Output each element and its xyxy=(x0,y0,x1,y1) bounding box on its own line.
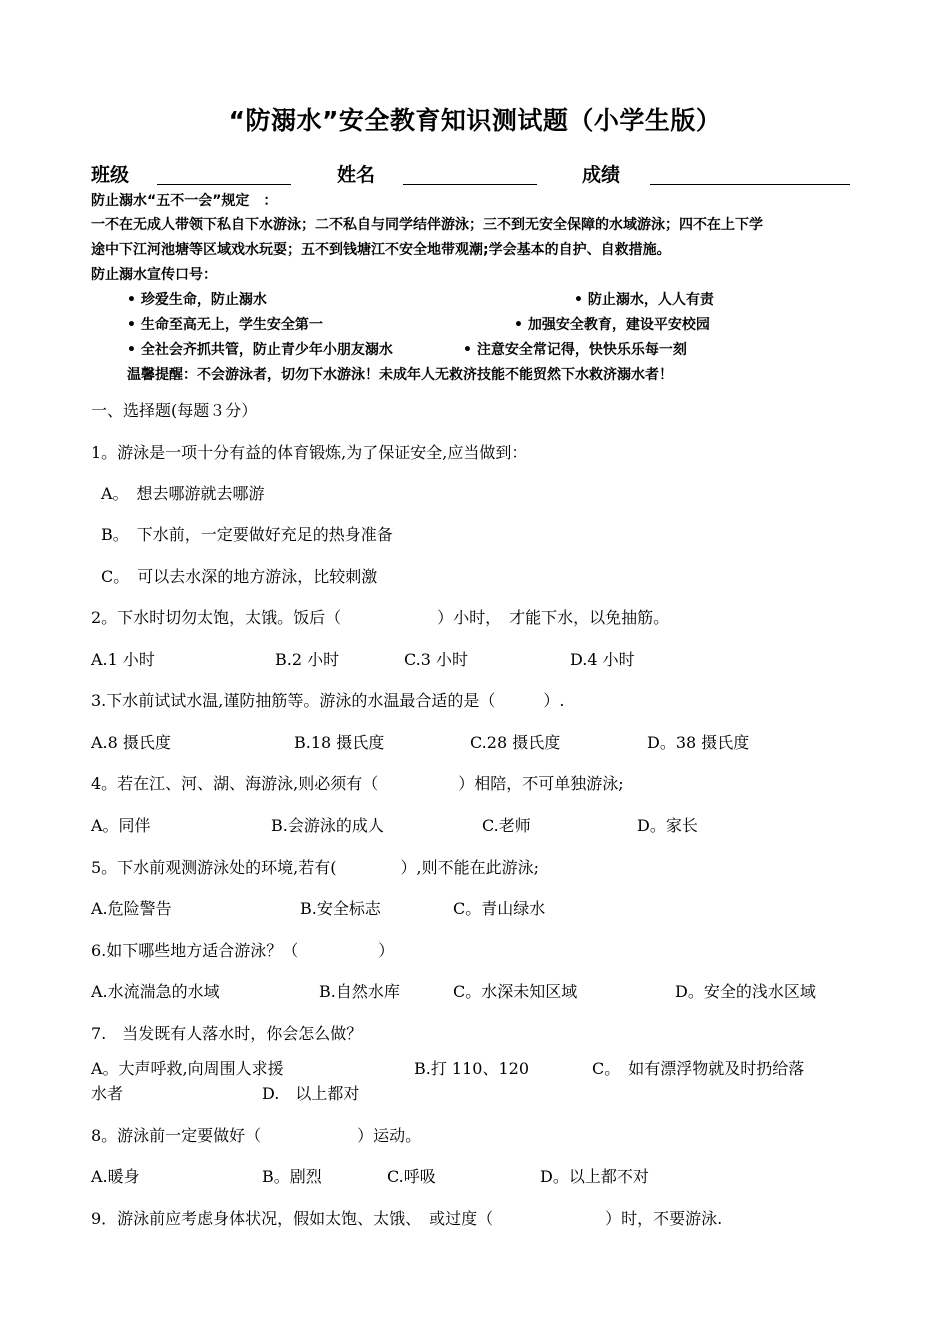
safety-reminder: 温馨提醒：不会游泳者，切勿下水游泳！未成年人无救济技能不能贸然下水救济溺水者！ xyxy=(127,367,673,383)
question-2: 2。下水时切勿太饱，太饿。饭后（ ）小时， 才能下水，以免抽筋。 xyxy=(91,608,670,627)
q4-option-d[interactable]: D。家长 xyxy=(637,816,698,835)
q4-option-a[interactable]: A。同伴 xyxy=(91,816,151,835)
class-label: 班级 xyxy=(91,164,130,186)
q6-option-a[interactable]: A.水流湍急的水域 xyxy=(91,982,220,1001)
slogan-item: • 珍爱生命，防止溺水 xyxy=(127,292,267,308)
name-label: 姓名 xyxy=(337,164,376,186)
q3-option-d[interactable]: D。38 摄氏度 xyxy=(647,733,750,752)
q3-option-b[interactable]: B.18 摄氏度 xyxy=(294,733,385,752)
q5-option-c[interactable]: C。青山绿水 xyxy=(453,899,546,918)
question-9: 9．游泳前应考虑身体状况，假如太饱、太饿、 或过度（ ）时，不要游泳. xyxy=(91,1209,723,1228)
q3-option-a[interactable]: A.8 摄氏度 xyxy=(91,733,171,752)
rules-line-2: 途中下江河池塘等区域戏水玩耍；五不到钱塘江不安全地带观潮;学会基本的自护、自救措施。 xyxy=(91,242,671,258)
slogan-item: • 注意安全常记得，快快乐乐每一刻 xyxy=(463,342,687,358)
q7-option-b[interactable]: B.打 110、120 xyxy=(414,1059,530,1078)
q6-option-c[interactable]: C。水深未知区域 xyxy=(453,982,578,1001)
rules-heading: 防止溺水“五不一会”规定 ： xyxy=(91,193,278,209)
question-6: 6.如下哪些地方适合游泳？（ ） xyxy=(91,941,395,960)
q2-option-b[interactable]: B.2 小时 xyxy=(275,650,340,669)
q6-option-d[interactable]: D。安全的浅水区域 xyxy=(675,982,816,1001)
slogans-heading: 防止溺水宣传口号： xyxy=(91,267,217,283)
score-label: 成绩 xyxy=(582,164,621,186)
page-title: “防溺水”安全教育知识测试题（小学生版） xyxy=(228,106,722,135)
q5-option-b[interactable]: B.安全标志 xyxy=(300,899,381,918)
rules-line-1: 一不在无成人带领下私自下水游泳；二不私自与同学结伴游泳；三不到无安全保障的水域游泳；四不在上下学 xyxy=(91,217,763,233)
slogan-item: • 全社会齐抓共管，防止青少年小朋友溺水 xyxy=(127,342,393,358)
slogan-item: • 防止溺水，人人有责 xyxy=(574,292,714,308)
q8-option-b[interactable]: B。剧烈 xyxy=(262,1167,322,1186)
question-5: 5。下水前观测游泳处的环境,若有( ）,则不能在此游泳; xyxy=(91,858,539,877)
q8-option-a[interactable]: A.暖身 xyxy=(91,1167,140,1186)
section-heading: 一、选择题(每题３分） xyxy=(91,401,258,420)
name-field[interactable] xyxy=(403,184,537,185)
q7-option-d[interactable]: D. 以上都对 xyxy=(262,1084,360,1103)
score-field[interactable] xyxy=(650,184,850,185)
class-field[interactable] xyxy=(157,184,291,185)
question-4: 4。若在江、河、湖、海游泳,则必须有（ ）相陪，不可单独游泳; xyxy=(91,774,624,793)
question-1: 1。游泳是一项十分有益的体育锻炼,为了保证安全,应当做到： xyxy=(91,443,528,462)
q2-option-d[interactable]: D.4 小时 xyxy=(570,650,635,669)
q1-option-c[interactable]: C。 可以去水深的地方游泳，比较刺激 xyxy=(101,567,378,586)
q1-option-a[interactable]: A。 想去哪游就去哪游 xyxy=(101,484,265,503)
question-8: 8。游泳前一定要做好（ ）运动。 xyxy=(91,1126,422,1145)
q2-option-a[interactable]: A.1 小时 xyxy=(91,650,155,669)
q8-option-d[interactable]: D。以上都不对 xyxy=(540,1167,649,1186)
slogan-item: • 加强安全教育，建设平安校园 xyxy=(514,317,710,333)
question-3: 3.下水前试试水温,谨防抽筋等。游泳的水温最合适的是（ ）. xyxy=(91,691,565,710)
q4-option-c[interactable]: C.老师 xyxy=(482,816,531,835)
slogan-item: • 生命至高无上，学生安全第一 xyxy=(127,317,323,333)
q7-option-a[interactable]: A。大声呼救,向周围人求援 xyxy=(91,1059,284,1078)
q2-option-c[interactable]: C.3 小时 xyxy=(404,650,469,669)
q1-option-b[interactable]: B。 下水前，一定要做好充足的热身准备 xyxy=(101,525,393,544)
q8-option-c[interactable]: C.呼吸 xyxy=(387,1167,436,1186)
q7-option-c[interactable]: C。 如有漂浮物就及时扔给落 xyxy=(592,1059,805,1078)
q3-option-c[interactable]: C.28 摄氏度 xyxy=(470,733,561,752)
q5-option-a[interactable]: A.危险警告 xyxy=(91,899,172,918)
q7-option-c-continued[interactable]: 水者 xyxy=(91,1084,124,1103)
q6-option-b[interactable]: B.自然水库 xyxy=(319,982,400,1001)
question-7: 7. 当发既有人落水时，你会怎么做？ xyxy=(91,1024,363,1043)
q4-option-b[interactable]: B.会游泳的成人 xyxy=(271,816,384,835)
